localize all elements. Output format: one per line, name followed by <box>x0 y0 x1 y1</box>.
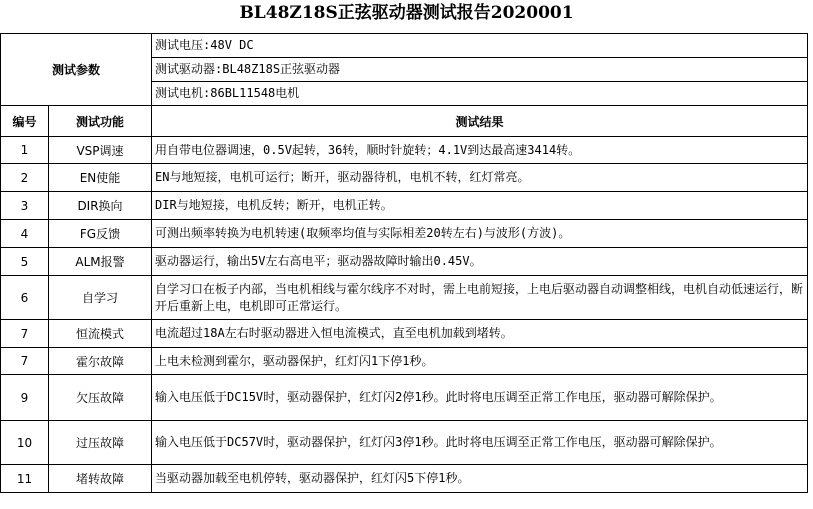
row-result: 自学习口在板子内部，当电机相线与霍尔线序不对时，需上电前短接，上电后驱动器自动调整相线，电机自动低速运行，断开后重新上电，电机即可正常运行。 <box>152 276 808 320</box>
row-func: ALM报警 <box>49 248 152 276</box>
row-result: 输入电压低于DC57V时，驱动器保护，红灯闪3停1秒。此时将电压调至正常工作电压，驱动器可解除保护。 <box>152 421 808 465</box>
row-no: 5 <box>1 248 49 276</box>
param-row-voltage <box>1 34 808 58</box>
row-func: 恒流模式 <box>49 320 152 348</box>
row-result: 电流超过18A左右时驱动器进入恒电流模式，直至电机加载到堵转。 <box>152 320 808 348</box>
row-no: 7 <box>1 320 49 348</box>
row-no: 1 <box>1 137 49 164</box>
row-no: 6 <box>1 276 49 320</box>
header-result: 测试结果 <box>152 106 808 137</box>
row-result: 可测出频率转换为电机转速(取频率均值与实际相差20转左右)与波形(方波)。 <box>152 220 808 248</box>
row-func: 自学习 <box>49 276 152 320</box>
report-title: BL48Z18S正弦驱动器测试报告2020001 <box>239 3 574 23</box>
table-row <box>1 375 808 421</box>
table-row <box>1 348 808 375</box>
param-driver: 测试驱动器:BL48Z18S正弦驱动器 <box>152 58 808 82</box>
table-row <box>1 320 808 348</box>
header-no: 编号 <box>1 106 49 137</box>
row-func: 霍尔故障 <box>49 348 152 375</box>
row-func: FG反馈 <box>49 220 152 248</box>
row-result: 当驱动器加载至电机停转，驱动器保护，红灯闪5下停1秒。 <box>152 465 808 493</box>
header-func: 测试功能 <box>49 106 152 137</box>
row-no: 2 <box>1 164 49 192</box>
param-motor: 测试电机:86BL11548电机 <box>152 82 808 106</box>
report-table <box>0 33 808 493</box>
row-no: 7 <box>1 348 49 375</box>
row-result: DIR与地短接，电机反转；断开，电机正转。 <box>152 192 808 220</box>
row-func: EN使能 <box>49 164 152 192</box>
table-row <box>1 248 808 276</box>
params-label: 测试参数 <box>1 34 152 106</box>
row-result: 上电未检测到霍尔，驱动器保护，红灯闪1下停1秒。 <box>152 348 808 375</box>
table-row <box>1 220 808 248</box>
row-no: 3 <box>1 192 49 220</box>
table-row <box>1 137 808 164</box>
row-result: 输入电压低于DC15V时，驱动器保护，红灯闪2停1秒。此时将电压调至正常工作电压，驱动器可解除保护。 <box>152 375 808 421</box>
table-row <box>1 421 808 465</box>
row-no: 4 <box>1 220 49 248</box>
row-func: 欠压故障 <box>49 375 152 421</box>
table-row <box>1 465 808 493</box>
param-voltage: 测试电压:48V DC <box>152 34 808 58</box>
row-result: EN与地短接，电机可运行；断开，驱动器待机，电机不转，红灯常亮。 <box>152 164 808 192</box>
table-row <box>1 192 808 220</box>
table-row <box>1 276 808 320</box>
row-no: 11 <box>1 465 49 493</box>
row-func: 过压故障 <box>49 421 152 465</box>
header-row <box>1 106 808 137</box>
row-no: 10 <box>1 421 49 465</box>
row-func: DIR换向 <box>49 192 152 220</box>
row-func: VSP调速 <box>49 137 152 164</box>
row-no: 9 <box>1 375 49 421</box>
row-result: 驱动器运行，输出5V左右高电平；驱动器故障时输出0.45V。 <box>152 248 808 276</box>
row-result: 用自带电位器调速，0.5V起转，36转，顺时针旋转；4.1V到达最高速3414转。 <box>152 137 808 164</box>
row-func: 堵转故障 <box>49 465 152 493</box>
table-row <box>1 164 808 192</box>
